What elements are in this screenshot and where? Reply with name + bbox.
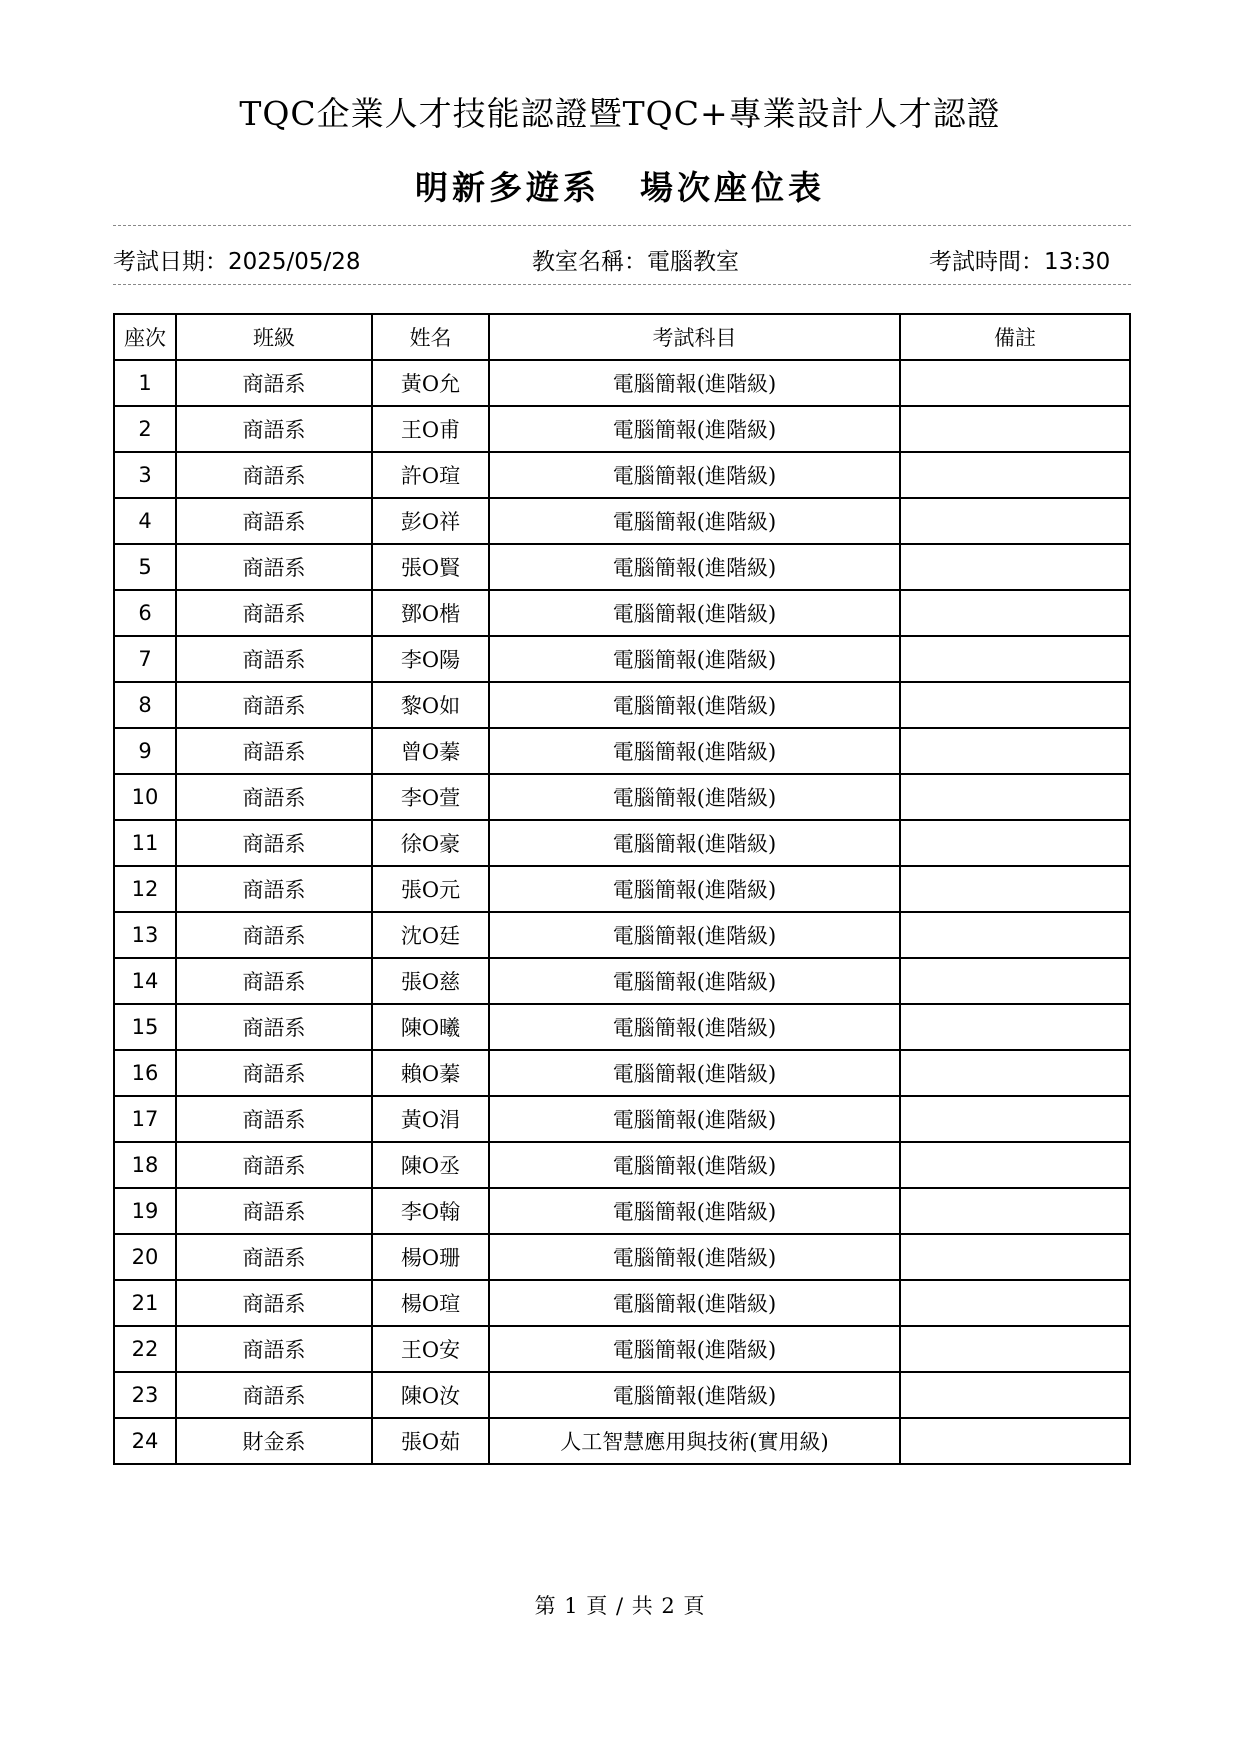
table-row — [114, 1096, 1130, 1142]
seat-cell: 3 — [114, 452, 176, 498]
name-cell: 李O陽 — [372, 636, 489, 682]
subject-cell: 電腦簡報(進階級) — [489, 1188, 900, 1234]
class-cell: 商語系 — [176, 1004, 372, 1050]
note-cell — [900, 912, 1130, 958]
seat-cell: 14 — [114, 958, 176, 1004]
note-cell — [900, 1418, 1130, 1464]
seat-cell: 8 — [114, 682, 176, 728]
class-cell: 商語系 — [176, 1096, 372, 1142]
subject-cell: 電腦簡報(進階級) — [489, 912, 900, 958]
page-number: 第 1 頁 / 共 2 頁 — [534, 1594, 706, 1618]
seat-cell: 17 — [114, 1096, 176, 1142]
exam-room-label: 教室名稱： — [532, 249, 647, 275]
divider-top — [113, 225, 1131, 226]
seat-cell: 22 — [114, 1326, 176, 1372]
seat-cell: 20 — [114, 1234, 176, 1280]
table-row — [114, 1004, 1130, 1050]
note-cell — [900, 1004, 1130, 1050]
subject-cell: 電腦簡報(進階級) — [489, 1142, 900, 1188]
seat-cell: 13 — [114, 912, 176, 958]
table-row — [114, 820, 1130, 866]
name-cell: 陳O曦 — [372, 1004, 489, 1050]
class-cell: 商語系 — [176, 1326, 372, 1372]
note-cell — [900, 1280, 1130, 1326]
exam-time-label: 考試時間： — [929, 249, 1044, 275]
seat-cell: 12 — [114, 866, 176, 912]
table-row — [114, 1326, 1130, 1372]
seat-cell: 7 — [114, 636, 176, 682]
note-cell — [900, 1096, 1130, 1142]
note-cell — [900, 728, 1130, 774]
subject-cell: 人工智慧應用與技術(實用級) — [489, 1418, 900, 1464]
exam-date-label: 考試日期： — [113, 249, 228, 275]
school-name: 明新多遊系 — [415, 168, 600, 207]
class-cell: 商語系 — [176, 1050, 372, 1096]
note-cell — [900, 866, 1130, 912]
table-header-row — [114, 314, 1130, 360]
table-row — [114, 452, 1130, 498]
sheet-name: 場次座位表 — [640, 168, 825, 207]
table-row — [114, 498, 1130, 544]
note-cell — [900, 1188, 1130, 1234]
table-row — [114, 728, 1130, 774]
table-row — [114, 1188, 1130, 1234]
class-cell: 商語系 — [176, 360, 372, 406]
class-cell: 商語系 — [176, 820, 372, 866]
note-cell — [900, 1234, 1130, 1280]
table-row — [114, 1142, 1130, 1188]
class-cell: 商語系 — [176, 682, 372, 728]
seat-cell: 5 — [114, 544, 176, 590]
table-row — [114, 590, 1130, 636]
name-cell: 陳O丞 — [372, 1142, 489, 1188]
table-row — [114, 1372, 1130, 1418]
note-cell — [900, 544, 1130, 590]
name-cell: 楊O珊 — [372, 1234, 489, 1280]
exam-date — [113, 243, 361, 276]
seat-cell: 16 — [114, 1050, 176, 1096]
table-row — [114, 360, 1130, 406]
class-cell: 商語系 — [176, 1372, 372, 1418]
seat-cell: 18 — [114, 1142, 176, 1188]
subject-cell: 電腦簡報(進階級) — [489, 1004, 900, 1050]
note-cell — [900, 1142, 1130, 1188]
class-cell: 商語系 — [176, 544, 372, 590]
note-cell — [900, 636, 1130, 682]
seat-cell: 6 — [114, 590, 176, 636]
name-cell: 鄧O楷 — [372, 590, 489, 636]
subject-cell: 電腦簡報(進階級) — [489, 406, 900, 452]
class-cell: 商語系 — [176, 1188, 372, 1234]
name-cell: 陳O汝 — [372, 1372, 489, 1418]
seat-cell: 4 — [114, 498, 176, 544]
subject-cell: 電腦簡報(進階級) — [489, 728, 900, 774]
name-cell: 楊O瑄 — [372, 1280, 489, 1326]
name-cell: 李O翰 — [372, 1188, 489, 1234]
table-row — [114, 682, 1130, 728]
class-cell: 商語系 — [176, 452, 372, 498]
note-cell — [900, 452, 1130, 498]
subject-cell: 電腦簡報(進階級) — [489, 636, 900, 682]
class-cell: 商語系 — [176, 498, 372, 544]
table-row — [114, 1418, 1130, 1464]
seat-cell: 19 — [114, 1188, 176, 1234]
subject-cell: 電腦簡報(進階級) — [489, 958, 900, 1004]
subject-cell: 電腦簡報(進階級) — [489, 1326, 900, 1372]
class-cell: 商語系 — [176, 1142, 372, 1188]
seat-cell: 2 — [114, 406, 176, 452]
subject-cell: 電腦簡報(進階級) — [489, 498, 900, 544]
note-cell — [900, 406, 1130, 452]
name-cell: 黃O允 — [372, 360, 489, 406]
column-header-subject: 考試科目 — [489, 314, 900, 360]
seat-cell: 10 — [114, 774, 176, 820]
note-cell — [900, 1050, 1130, 1096]
table-row — [114, 544, 1130, 590]
class-cell: 商語系 — [176, 1234, 372, 1280]
seat-cell: 1 — [114, 360, 176, 406]
class-cell: 商語系 — [176, 728, 372, 774]
table-row — [114, 1234, 1130, 1280]
subject-cell: 電腦簡報(進階級) — [489, 1280, 900, 1326]
class-cell: 商語系 — [176, 958, 372, 1004]
divider-bottom — [113, 284, 1131, 285]
seat-cell: 15 — [114, 1004, 176, 1050]
seat-cell: 23 — [114, 1372, 176, 1418]
table-row — [114, 406, 1130, 452]
name-cell: 沈O廷 — [372, 912, 489, 958]
exam-time — [929, 243, 1110, 276]
table-row — [114, 774, 1130, 820]
seat-cell: 9 — [114, 728, 176, 774]
name-cell: 李O萱 — [372, 774, 489, 820]
name-cell: 徐O豪 — [372, 820, 489, 866]
class-cell: 財金系 — [176, 1418, 372, 1464]
table-row — [114, 958, 1130, 1004]
subject-cell: 電腦簡報(進階級) — [489, 590, 900, 636]
name-cell: 賴O蓁 — [372, 1050, 489, 1096]
seat-cell: 21 — [114, 1280, 176, 1326]
note-cell — [900, 590, 1130, 636]
name-cell: 王O甫 — [372, 406, 489, 452]
subject-cell: 電腦簡報(進階級) — [489, 682, 900, 728]
note-cell — [900, 1372, 1130, 1418]
subject-cell: 電腦簡報(進階級) — [489, 866, 900, 912]
name-cell: 王O安 — [372, 1326, 489, 1372]
note-cell — [900, 1326, 1130, 1372]
column-header-seat: 座次 — [114, 314, 176, 360]
name-cell: 黎O如 — [372, 682, 489, 728]
table-row — [114, 1280, 1130, 1326]
class-cell: 商語系 — [176, 590, 372, 636]
name-cell: 彭O祥 — [372, 498, 489, 544]
table-row — [114, 636, 1130, 682]
class-cell: 商語系 — [176, 406, 372, 452]
table-row — [114, 866, 1130, 912]
subject-cell: 電腦簡報(進階級) — [489, 360, 900, 406]
note-cell — [900, 820, 1130, 866]
table-row — [114, 1050, 1130, 1096]
exam-date-value: 2025/05/28 — [228, 249, 361, 275]
subject-cell: 電腦簡報(進階級) — [489, 452, 900, 498]
note-cell — [900, 498, 1130, 544]
exam-room-value: 電腦教室 — [647, 249, 739, 275]
exam-time-value: 13:30 — [1044, 249, 1111, 275]
exam-room — [532, 243, 739, 276]
name-cell: 張O慈 — [372, 958, 489, 1004]
note-cell — [900, 958, 1130, 1004]
column-header-note: 備註 — [900, 314, 1130, 360]
subject-cell: 電腦簡報(進階級) — [489, 544, 900, 590]
note-cell — [900, 682, 1130, 728]
note-cell — [900, 360, 1130, 406]
seating-table — [113, 313, 1131, 1465]
subject-cell: 電腦簡報(進階級) — [489, 1096, 900, 1142]
subject-cell: 電腦簡報(進階級) — [489, 1372, 900, 1418]
page-title: TQC企業人才技能認證暨TQC+專業設計人才認證 — [239, 94, 1001, 133]
class-cell: 商語系 — [176, 912, 372, 958]
name-cell: 黃O涓 — [372, 1096, 489, 1142]
name-cell: 許O瑄 — [372, 452, 489, 498]
page-subtitle — [0, 162, 1240, 209]
name-cell: 張O茹 — [372, 1418, 489, 1464]
class-cell: 商語系 — [176, 1280, 372, 1326]
seat-cell: 11 — [114, 820, 176, 866]
column-header-class: 班級 — [176, 314, 372, 360]
column-header-name: 姓名 — [372, 314, 489, 360]
subject-cell: 電腦簡報(進階級) — [489, 1050, 900, 1096]
subject-cell: 電腦簡報(進階級) — [489, 1234, 900, 1280]
name-cell: 張O元 — [372, 866, 489, 912]
class-cell: 商語系 — [176, 636, 372, 682]
note-cell — [900, 774, 1130, 820]
table-row — [114, 912, 1130, 958]
class-cell: 商語系 — [176, 774, 372, 820]
class-cell: 商語系 — [176, 866, 372, 912]
seat-cell: 24 — [114, 1418, 176, 1464]
name-cell: 張O賢 — [372, 544, 489, 590]
subject-cell: 電腦簡報(進階級) — [489, 774, 900, 820]
subject-cell: 電腦簡報(進階級) — [489, 820, 900, 866]
name-cell: 曾O蓁 — [372, 728, 489, 774]
